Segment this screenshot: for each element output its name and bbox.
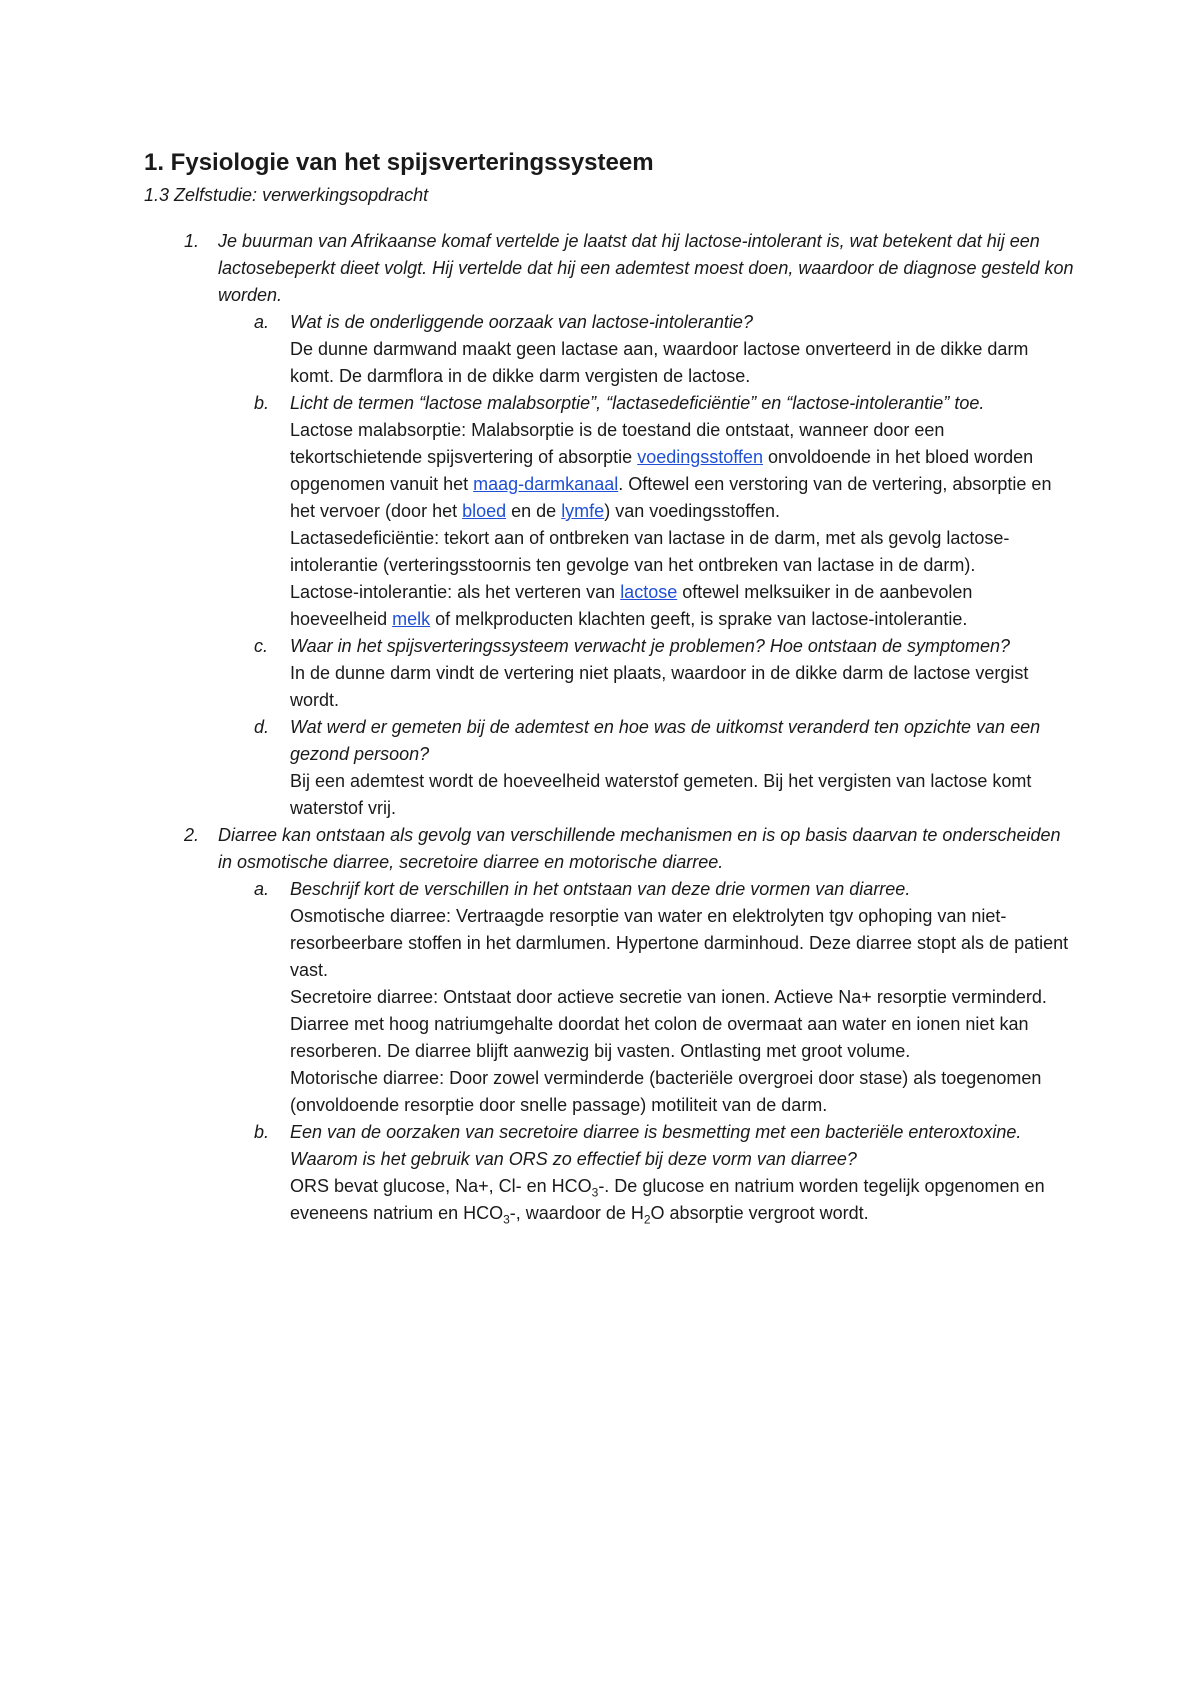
subquestion-letter: c. <box>254 636 269 656</box>
answer-text: ) van voedingsstoffen. <box>604 501 780 521</box>
answer-text: . Oftewel een verstoring van de vertering, absorptie en het vervoer (door het <box>290 474 1052 521</box>
answer-paragraph-osmotisch: Osmotische diarree: Vertraagde resorptie van water en elektrolyten tgv ophoping van niet-resorbeerbare stoffen in het darmlumen. Hypertone darminhoud. Deze diarree stopt als de patient vast. <box>290 906 1069 980</box>
question-number: 1. <box>184 231 200 251</box>
answer-text: -, waardoor de H <box>509 1203 644 1223</box>
answer-text: en de <box>506 501 562 521</box>
answer-paragraph-motorisch: Motorische diarree: Door zowel verminderde (bacteriële overgroei door stase) als toegenomen (onvoldoende resorptie door snelle passage) motiliteit van de darm. <box>290 1068 1042 1115</box>
answer-paragraph-intolerantie <box>290 579 1074 633</box>
answer-text: oftewel melksuiker in de aanbevolen hoeveelheid <box>290 582 973 629</box>
subquestion-1a <box>218 309 1074 390</box>
subquestion-text: Licht de termen “lactose malabsorptie”, “lactasedeficiëntie” en “lactose-intolerantie” toe. <box>290 393 985 413</box>
answer-text: onvoldoende in het bloed worden opgenomen vanuit het <box>290 447 1034 494</box>
document-content <box>144 146 1074 1227</box>
subquestion-letter: b. <box>254 393 270 413</box>
subquestion-text: Wat is de onderliggende oorzaak van lactose-intolerantie? <box>290 312 753 332</box>
answer-text: -. De glucose en natrium worden tegelijk opgenomen en eveneens natrium en HCO <box>290 1176 1045 1223</box>
question-1 <box>144 228 1074 822</box>
subquestion-text: Waar in het spijsverteringssysteem verwacht je problemen? Hoe ontstaan de symptomen? <box>290 636 1011 656</box>
subquestion-letter: a. <box>254 312 270 332</box>
answer-paragraph-lactasedeficientie: Lactasedeficiëntie: tekort aan of ontbreken van lactase in de darm, met als gevolg lactose-intolerantie (verteringsstoornis ten gevolge van het ontbreken van lactase in de darm). <box>290 528 1010 575</box>
subscript: 3 <box>503 1212 510 1227</box>
answer-text: Bij een ademtest wordt de hoeveelheid waterstof gemeten. Bij het vergisten van lactose komt waterstof vrij. <box>290 771 1032 818</box>
link-lymfe[interactable]: lymfe <box>561 501 605 521</box>
subquestion-1d <box>218 714 1074 822</box>
subscript: 3 <box>591 1185 599 1200</box>
link-melk[interactable]: melk <box>392 609 431 629</box>
subquestion-letter: b. <box>254 1122 270 1142</box>
subscript: 2 <box>643 1212 651 1227</box>
subquestion-1b <box>218 390 1074 633</box>
subquestion-letter: a. <box>254 879 270 899</box>
link-voedingsstoffen[interactable]: voedingsstoffen <box>637 447 763 467</box>
link-maag-darmkanaal[interactable]: maag-darmkanaal <box>473 474 619 494</box>
answer-text: In de dunne darm vindt de vertering niet plaats, waardoor in de dikke darm de lactose vergist wordt. <box>290 663 1029 710</box>
answer-text: Lactose-intolerantie: als het verteren van <box>290 582 621 602</box>
question-2 <box>144 822 1074 1227</box>
page-title: 1. Fysiologie van het spijsverteringssysteem <box>144 149 654 176</box>
link-bloed[interactable]: bloed <box>462 501 507 521</box>
subquestion-2b <box>218 1119 1074 1227</box>
answer-paragraph-malabsorptie <box>290 417 1074 525</box>
question-text: Je buurman van Afrikaanse komaf vertelde je laatst dat hij lactose-intolerant is, wat betekent dat hij een lactosebeperkt dieet volgt. Hij vertelde dat hij een ademtest moest doen, waardoor de diagnose gesteld kon worden. <box>218 231 1074 305</box>
question-text: Diarree kan ontstaan als gevolg van verschillende mechanismen en is op basis daarvan te onderscheiden in osmotische diarree, secretoire diarree en motorische diarree. <box>218 825 1061 872</box>
answer-text: O absorptie vergroot wordt. <box>650 1203 869 1223</box>
answer-text: De dunne darmwand maakt geen lactase aan, waardoor lactose onverteerd in de dikke darm komt. De darmflora in de dikke darm vergisten de lactose. <box>290 339 1029 386</box>
subquestion-text: Beschrijf kort de verschillen in het ontstaan van deze drie vormen van diarree. <box>290 879 911 899</box>
page-subtitle: 1.3 Zelfstudie: verwerkingsopdracht <box>144 185 429 205</box>
link-lactose[interactable]: lactose <box>620 582 678 602</box>
subquestion-2a <box>218 876 1074 1119</box>
answer-text: of melkproducten klachten geeft, is sprake van lactose-intolerantie. <box>430 609 968 629</box>
answer-paragraph-ors <box>290 1173 1074 1227</box>
subquestion-text: Wat werd er gemeten bij de ademtest en hoe was de uitkomst veranderd ten opzichte van een gezond persoon? <box>290 717 1041 764</box>
subquestion-text: Een van de oorzaken van secretoire diarree is besmetting met een bacteriële enteroxtoxine. Waarom is het gebruik van ORS zo effectief bij deze vorm van diarree? <box>290 1122 1022 1169</box>
answer-text: Lactose malabsorptie: Malabsorptie is de toestand die ontstaat, wanneer door een tekortschietende spijsvertering of absorptie <box>290 420 945 467</box>
question-number: 2. <box>184 825 200 845</box>
answer-paragraph-secretoir: Secretoire diarree: Ontstaat door actieve secretie van ionen. Actieve Na+ resorptie verminderd. Diarree met hoog natriumgehalte doordat het colon de overmaat aan water en ionen niet kan resorberen. De diarree blijft aanwezig bij vasten. Ontlasting met groot volume. <box>290 987 1047 1061</box>
subquestion-letter: d. <box>254 717 270 737</box>
subquestion-1c <box>218 633 1074 714</box>
answer-text: ORS bevat glucose, Na+, Cl- en HCO <box>290 1176 592 1196</box>
